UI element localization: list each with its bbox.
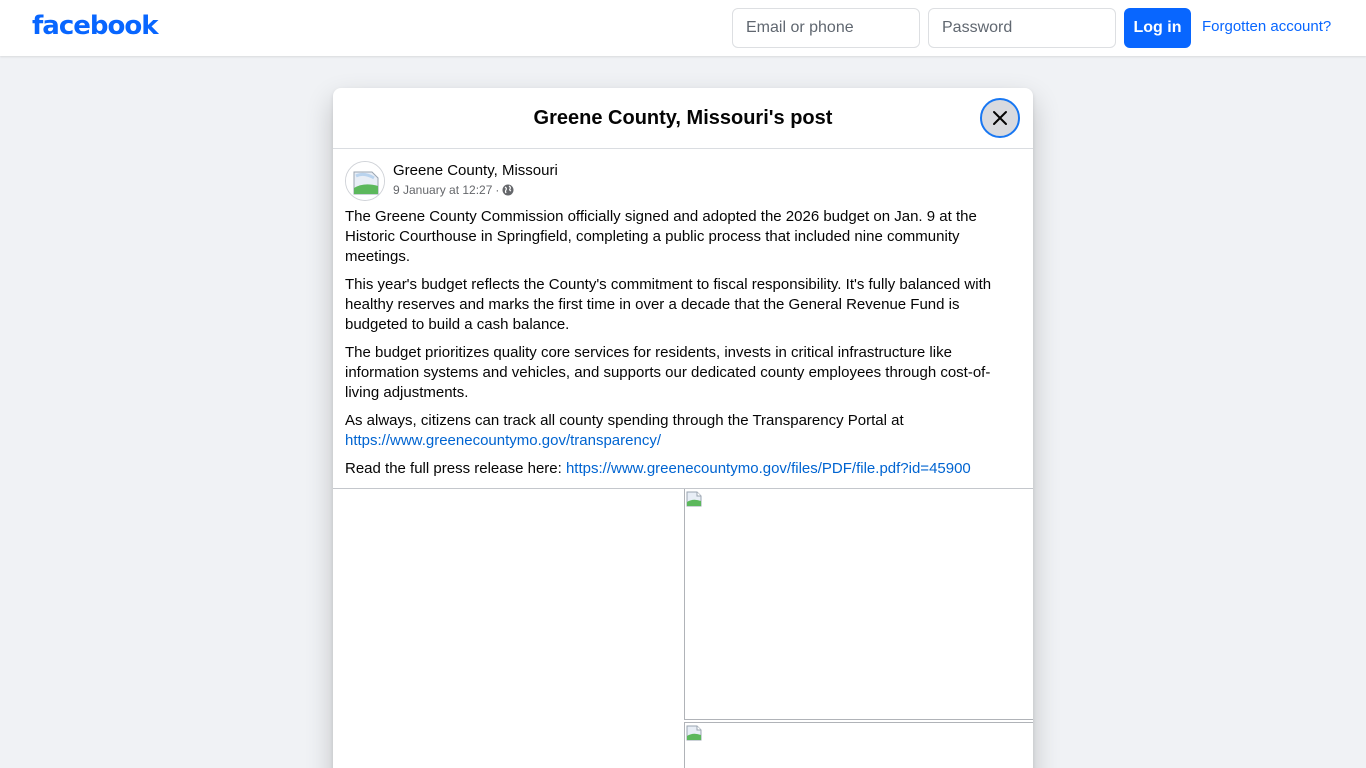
post-dialog bbox=[333, 88, 1033, 768]
dialog-header bbox=[333, 88, 1033, 149]
password-input[interactable] bbox=[928, 8, 1116, 48]
post-image-2[interactable] bbox=[684, 489, 1033, 720]
close-button[interactable] bbox=[980, 98, 1020, 138]
post-header bbox=[345, 161, 1005, 201]
close-icon bbox=[990, 108, 1010, 128]
broken-image-icon bbox=[346, 162, 385, 201]
email-or-phone-input[interactable] bbox=[732, 8, 920, 48]
broken-image-icon bbox=[686, 491, 702, 507]
post-paragraph: This year's budget reflects the County's commitment to fiscal responsibility. It's fully balanced with healthy reserves and marks the first time in over a decade that the General Revenue Fund is budgeted to build a cash balance. bbox=[345, 276, 992, 333]
post-image-grid bbox=[333, 488, 1033, 768]
post-body bbox=[345, 207, 1021, 487]
post-paragraph-press bbox=[345, 459, 1021, 479]
broken-image-icon bbox=[686, 725, 702, 741]
author-name[interactable]: Greene County, Missouri bbox=[393, 162, 558, 179]
post-meta bbox=[393, 183, 514, 197]
page-avatar[interactable] bbox=[345, 161, 385, 201]
post-image-1[interactable] bbox=[333, 489, 683, 768]
facebook-logo[interactable]: facebook bbox=[32, 11, 158, 41]
post-paragraph: The Greene County Commission officially signed and adopted the 2026 budget on Jan. 9 at the Historic Courthouse in Springfield, completing a public process that included nine community meetings. bbox=[345, 208, 977, 265]
post-timestamp[interactable]: 9 January at 12:27 bbox=[393, 183, 493, 197]
press-release-link[interactable]: https://www.greenecountymo.gov/files/PDF/file.pdf?id=45900 bbox=[565, 460, 971, 477]
dialog-title: Greene County, Missouri's post bbox=[533, 106, 833, 129]
globe-icon bbox=[502, 184, 514, 196]
transparency-link[interactable]: https://www.greenecountymo.gov/transparency/ bbox=[345, 432, 661, 449]
post-image-3[interactable] bbox=[684, 722, 1033, 768]
forgotten-account-link[interactable]: Forgotten account? bbox=[1202, 18, 1332, 35]
transparency-text: As always, citizens can track all county spending through the Transparency Portal at bbox=[345, 412, 904, 429]
post-paragraph: The budget prioritizes quality core services for residents, invests in critical infrastructure like information systems and vehicles, and supports our dedicated county employees through cost-of-living adjustments. bbox=[345, 344, 991, 401]
post-paragraph-transparency bbox=[345, 411, 1021, 451]
log-in-button[interactable]: Log in bbox=[1124, 8, 1191, 48]
meta-separator: · bbox=[495, 183, 500, 197]
top-navigation-bar bbox=[0, 0, 1366, 56]
press-text: Read the full press release here: bbox=[345, 460, 562, 477]
